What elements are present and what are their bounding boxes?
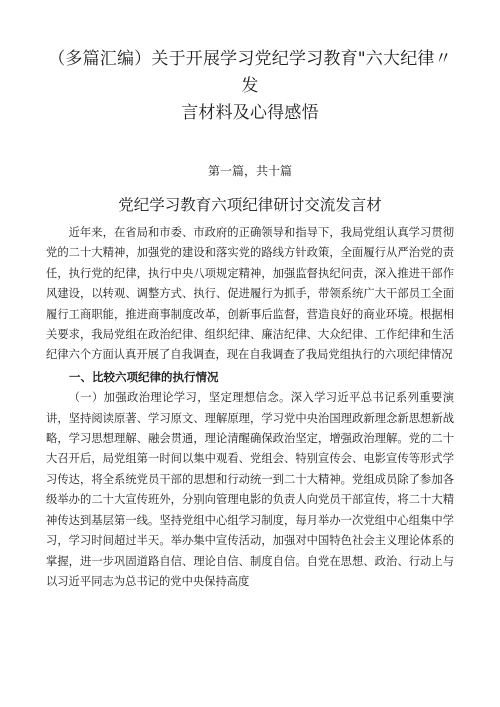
- document-title-line-2: 言材料及心得感悟: [181, 103, 319, 123]
- section-heading: 一、比较六项纪律的执行情况: [69, 369, 219, 384]
- document-title-line-1: （多篇汇编）关于开展学习党纪学习教育"六大纪律〃发: [48, 49, 452, 96]
- document-title: [46, 46, 454, 127]
- part-label: 第一篇，共十篇: [207, 164, 292, 178]
- section-title: 党纪学习教育六项纪律研讨交流发言材: [118, 196, 382, 214]
- intro-paragraph: 近年来，在省局和市委、市政府的正确领导和指导下，我局党组认真学习贯彻党的二十大精神，加强党的建设和落实党的路线方针政策，全面履行从严治党的责任，执行党的纪律，执行中央八项规定精神，加强监督执纪问责，深入推进干部作风建设，以转观、调整方式、执行、促进履行为抓手，带领系统广大干部员工全面履行工商职能，推进商事制度改革，创新事后监督，营造良好的商业环境。根据相关要求，我局党组在政治纪律、组织纪律、廉洁纪律、大众纪律、工作纪律和生活纪律六个方面认真开展了自我调查，现在自我调查了我局党组执行的六项纪律情况: [46, 226, 454, 362]
- body-paragraph: （一）加强政治理论学习，坚定理想信念。深入学习近平总书记系列重要演讲，坚持阅读原著、学习原文、理解原理，学习党中央治国理政新理念新思想新战略，学习思想理解、融会贯通，理论清醒确保政治坚定，增强政治理解。党的二十大召开后，局党组第一时间以集中观看、党组会、特别宣传会、电影宣传等形式学习传达，将全系统党员干部的思想和行动统一到二十大精神。党组成员除了参加各级举办的二十大宣传班外，分别向管理电影的负责人向党员干部宣传，将二十大精神传达到基层第一线。坚持党组中心组学习制度，每月举办一次党组中心组集中学习，学习时间超过半天。举办集中宣传活动，加强对中国特色社会主义理论体系的掌握，进一步巩固道路自信、理论自信、制度自信。自党在思想、政治、行动上与以习近平同志为总书记的党中央保持高度: [46, 391, 454, 588]
